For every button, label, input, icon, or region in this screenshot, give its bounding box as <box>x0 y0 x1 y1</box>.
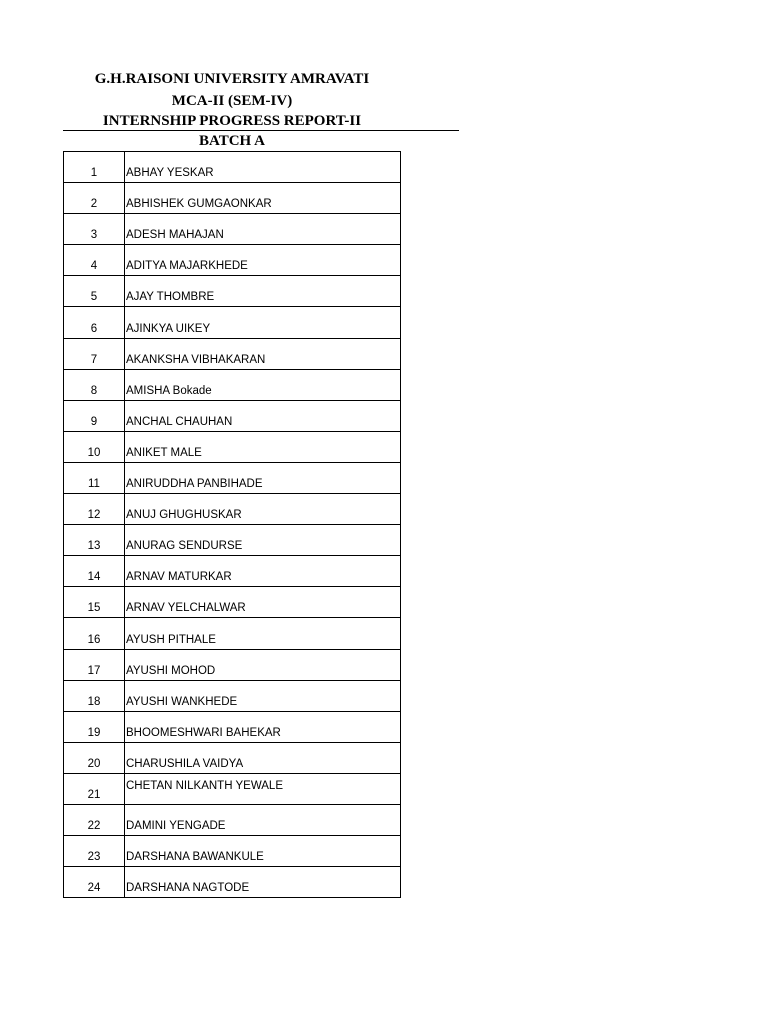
student-name-cell: BHOOMESHWARI BAHEKAR <box>125 711 401 742</box>
serial-number-cell: 8 <box>64 369 125 400</box>
report-title: INTERNSHIP PROGRESS REPORT-II <box>102 113 362 129</box>
serial-number-cell: 13 <box>64 525 125 556</box>
student-name-cell: AYUSHI MOHOD <box>125 649 401 680</box>
student-name-cell: ANIRUDDHA PANBIHADE <box>125 462 401 493</box>
student-name-cell: AYUSHI WANKHEDE <box>125 680 401 711</box>
table-row <box>64 742 401 773</box>
table-row <box>64 152 401 183</box>
student-name-cell: ANURAG SENDURSE <box>125 525 401 556</box>
table-row <box>64 556 401 587</box>
student-name-cell: AJAY THOMBRE <box>125 276 401 307</box>
course-title: MCA-II (SEM-IV) <box>171 93 293 109</box>
student-name-cell: ADESH MAHAJAN <box>125 214 401 245</box>
serial-number-cell: 3 <box>64 214 125 245</box>
table-row <box>64 214 401 245</box>
student-name-cell: ABHISHEK GUMGAONKAR <box>125 183 401 214</box>
student-name-cell: ABHAY YESKAR <box>125 152 401 183</box>
student-name-cell: DARSHANA NAGTODE <box>125 867 401 898</box>
serial-number-cell: 23 <box>64 836 125 867</box>
table-row <box>64 867 401 898</box>
student-name-cell: AMISHA Bokade <box>125 369 401 400</box>
serial-number-cell: 11 <box>64 462 125 493</box>
table-row <box>64 431 401 462</box>
serial-number-cell: 21 <box>64 773 125 804</box>
table-row <box>64 618 401 649</box>
student-name-cell: AJINKYA UIKEY <box>125 307 401 338</box>
student-name-cell: DAMINI YENGADE <box>125 804 401 835</box>
serial-number-cell: 9 <box>64 400 125 431</box>
batch-label: BATCH A <box>199 133 265 149</box>
serial-number-cell: 17 <box>64 649 125 680</box>
serial-number-cell: 4 <box>64 245 125 276</box>
table-row <box>64 680 401 711</box>
table-row <box>64 804 401 835</box>
serial-number-cell: 15 <box>64 587 125 618</box>
serial-number-cell: 20 <box>64 742 125 773</box>
table-row <box>64 462 401 493</box>
serial-number-cell: 16 <box>64 618 125 649</box>
table-row <box>64 276 401 307</box>
table-row <box>64 836 401 867</box>
serial-number-cell: 1 <box>64 152 125 183</box>
university-name: G.H.RAISONI UNIVERSITY AMRAVATI <box>94 71 370 87</box>
serial-number-cell: 18 <box>64 680 125 711</box>
table-row <box>64 245 401 276</box>
serial-number-cell: 7 <box>64 338 125 369</box>
student-name-cell: ANIKET MALE <box>125 431 401 462</box>
student-roster-table <box>63 151 401 898</box>
table-row <box>64 649 401 680</box>
serial-number-cell: 10 <box>64 431 125 462</box>
student-name-cell: ARNAV YELCHALWAR <box>125 587 401 618</box>
student-name-cell: CHARUSHILA VAIDYA <box>125 742 401 773</box>
student-name-cell: ANCHAL CHAUHAN <box>125 400 401 431</box>
table-row <box>64 587 401 618</box>
serial-number-cell: 12 <box>64 494 125 525</box>
student-name-cell: ARNAV MATURKAR <box>125 556 401 587</box>
table-row <box>64 494 401 525</box>
table-row <box>64 338 401 369</box>
student-name-cell: DARSHANA BAWANKULE <box>125 836 401 867</box>
serial-number-cell: 5 <box>64 276 125 307</box>
table-row <box>64 711 401 742</box>
serial-number-cell: 2 <box>64 183 125 214</box>
serial-number-cell: 14 <box>64 556 125 587</box>
student-name-cell: ANUJ GHUGHUSKAR <box>125 494 401 525</box>
student-name-cell: AKANKSHA VIBHAKARAN <box>125 338 401 369</box>
student-name-cell: ADITYA MAJARKHEDE <box>125 245 401 276</box>
student-name-cell: CHETAN NILKANTH YEWALE <box>125 773 401 804</box>
serial-number-cell: 19 <box>64 711 125 742</box>
serial-number-cell: 22 <box>64 804 125 835</box>
table-row <box>64 369 401 400</box>
serial-number-cell: 24 <box>64 867 125 898</box>
table-row <box>64 525 401 556</box>
table-row <box>64 307 401 338</box>
table-row <box>64 183 401 214</box>
table-row <box>64 773 401 804</box>
student-name-cell: AYUSH PITHALE <box>125 618 401 649</box>
table-row <box>64 400 401 431</box>
serial-number-cell: 6 <box>64 307 125 338</box>
